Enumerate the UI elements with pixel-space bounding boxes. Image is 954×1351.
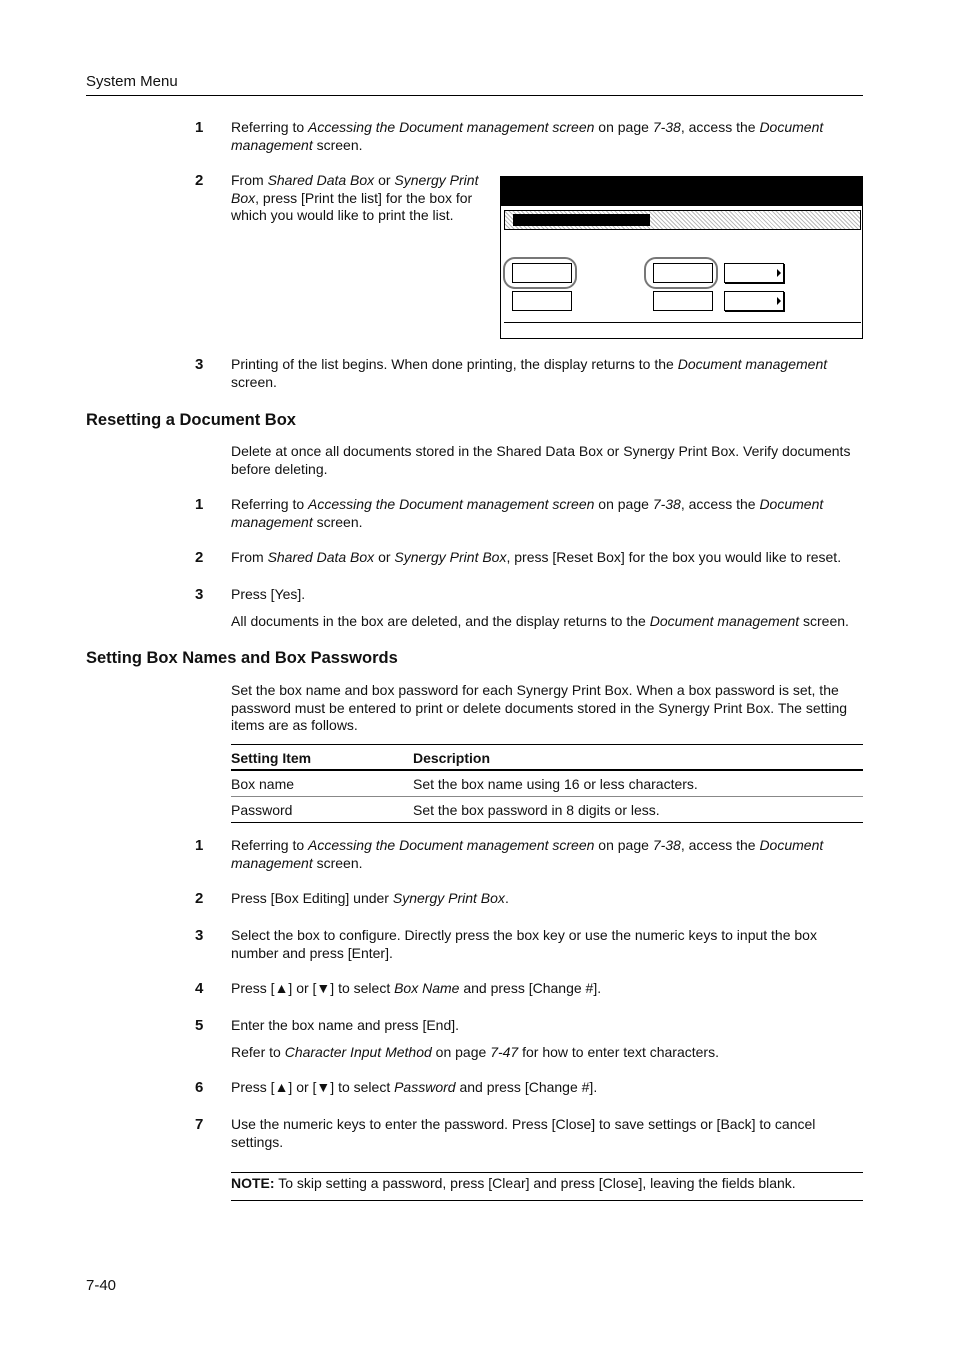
note-bottom-rule — [231, 1200, 863, 1201]
selected-box-highlight — [513, 214, 650, 226]
step-number: 1 — [195, 119, 204, 136]
step-text: Referring to Accessing the Document management screen on page 7-38, access the Document management screen. — [231, 496, 824, 530]
note-label: NOTE: — [231, 1175, 275, 1191]
step-number: 1 — [195, 496, 204, 513]
step-text: Referring to Accessing the Document management screen on page 7-38, access the Document management screen. — [231, 837, 824, 871]
arrow-right-icon — [777, 269, 781, 277]
table-header-row — [231, 745, 863, 771]
print-the-list-button[interactable] — [653, 263, 713, 283]
table-row-rule — [231, 796, 863, 797]
step-number: 4 — [195, 980, 204, 997]
step-number: 3 — [195, 927, 204, 944]
settings-table — [231, 745, 863, 823]
step-text: Press [Yes]. — [231, 586, 306, 602]
step-note: Refer to Character Input Method on page 7-47 for how to enter text characters. — [231, 1044, 719, 1060]
step-text: Select the box to configure. Directly press the box key or use the numeric keys to input the box number and press [Enter]. — [231, 927, 817, 961]
step-result: All documents in the box are deleted, and the display returns to the Document management screen. — [231, 613, 849, 629]
step-number: 3 — [195, 586, 204, 603]
step-number: 3 — [195, 356, 204, 373]
table-header-cell: Description — [413, 750, 491, 766]
step-number: 2 — [195, 549, 204, 566]
section-intro: Set the box name and box password for each Synergy Print Box. When a box password is set, the password must be entered to print or delete documents stored in the Synergy Print Box. The setting items are as follows. — [231, 682, 848, 733]
table-row — [231, 771, 863, 797]
step-text: Press [▲] or [▼] to select Password and press [Change #]. — [231, 1079, 598, 1095]
step-text: Use the numeric keys to enter the password. Press [Close] to save settings or [Back] to cancel settings. — [231, 1116, 816, 1150]
table-header-rule — [231, 769, 863, 771]
table-cell: Password — [231, 802, 293, 818]
step-number: 7 — [195, 1116, 204, 1133]
table-cell: Set the box password in 8 digits or less. — [413, 802, 660, 818]
section-title: Resetting a Document Box — [86, 411, 296, 429]
document-box-screen-illustration — [500, 176, 863, 339]
step-text: From Shared Data Box or Synergy Print Box, press [Reset Box] for the box you would like to reset. — [231, 549, 842, 565]
arrow-right-icon — [777, 297, 781, 305]
section-title: Setting Box Names and Box Passwords — [86, 649, 398, 667]
table-row — [231, 797, 863, 823]
screen-button[interactable] — [512, 291, 572, 311]
step-text: Press [▲] or [▼] to select Box Name and press [Change #]. — [231, 980, 602, 996]
step-text: Referring to Accessing the Document management screen on page 7-38, access the Document management screen. — [231, 119, 824, 153]
step-number: 2 — [195, 172, 204, 189]
table-bottom-rule — [231, 822, 863, 823]
step-text: Printing of the list begins. When done printing, the display returns to the Document management screen. — [231, 356, 828, 390]
note-top-rule — [231, 1172, 863, 1173]
step-number: 1 — [195, 837, 204, 854]
step-text: Press [Box Editing] under Synergy Print Box. — [231, 890, 509, 906]
screen-button[interactable] — [724, 263, 784, 283]
step-number: 6 — [195, 1079, 204, 1096]
section-intro: Delete at once all documents stored in the Shared Data Box or Synergy Print Box. Verify documents before deleting. — [231, 443, 851, 477]
note-text: To skip setting a password, press [Clear] and press [Close], leaving the fields blank. — [274, 1175, 796, 1191]
page-number: 7-40 — [86, 1277, 117, 1294]
table-cell: Set the box name using 16 or less characters. — [413, 776, 698, 792]
step-number: 2 — [195, 890, 204, 907]
screen-button[interactable] — [724, 291, 784, 311]
step-text: From Shared Data Box or Synergy Print Box, press [Print the list] for the box for which you would like to print the list. — [231, 172, 479, 223]
step-number: 5 — [195, 1017, 204, 1034]
step-text: Enter the box name and press [End]. — [231, 1017, 460, 1033]
running-header: System Menu — [86, 73, 178, 90]
screen-divider — [504, 322, 861, 323]
box-list-row — [504, 210, 861, 230]
print-the-list-button[interactable] — [512, 263, 572, 283]
header-rule — [86, 95, 863, 96]
table-header-cell: Setting Item — [231, 750, 312, 766]
screen-button[interactable] — [653, 291, 713, 311]
table-cell: Box name — [231, 776, 295, 792]
note — [231, 1175, 863, 1193]
screen-title-bar — [501, 177, 862, 206]
